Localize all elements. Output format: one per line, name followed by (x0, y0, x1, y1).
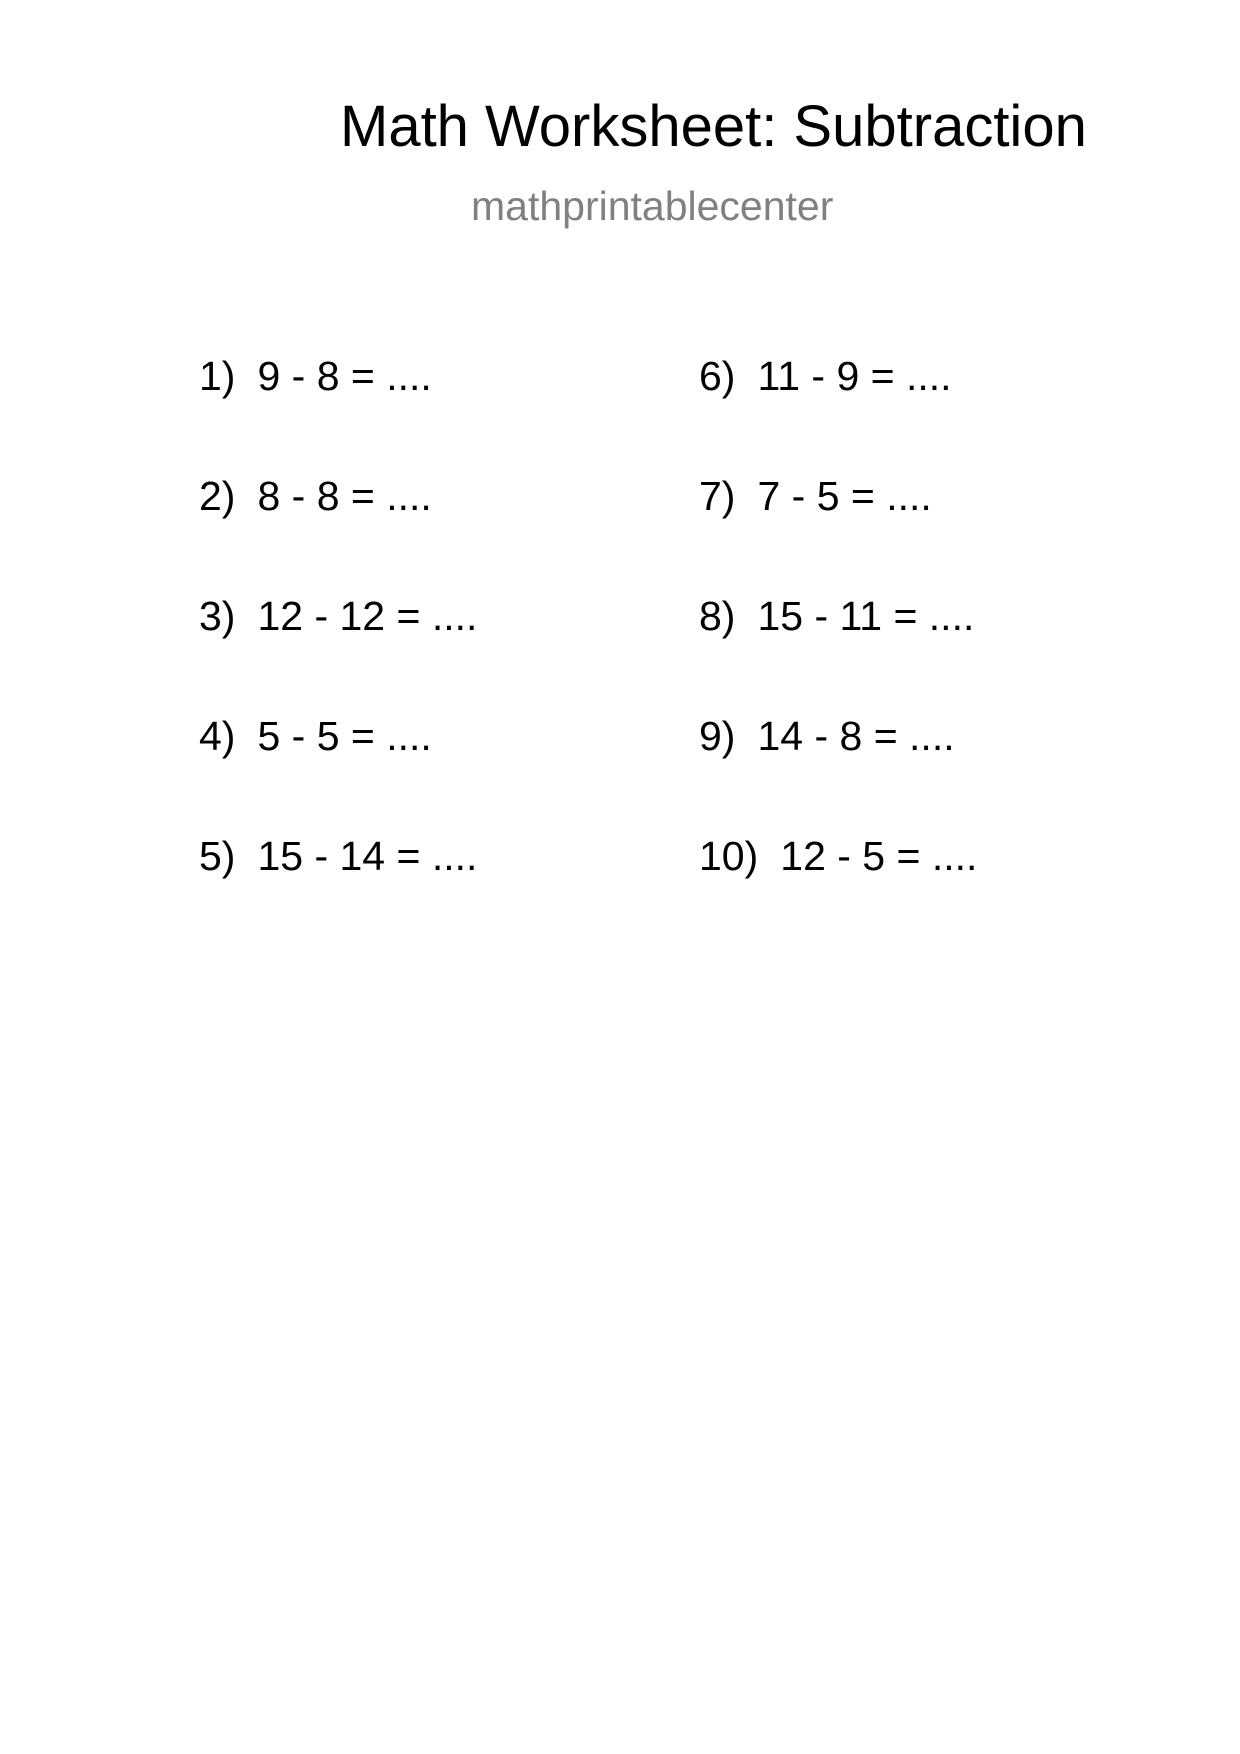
problems-left-column (199, 353, 478, 956)
problem-expression: 15 - 14 = .... (257, 833, 478, 879)
problem-expression: 12 - 5 = .... (780, 833, 978, 879)
problem-9 (699, 713, 977, 836)
problem-number: 5) (199, 833, 236, 879)
problem-2 (199, 473, 477, 596)
problem-8 (699, 593, 977, 716)
problem-5 (199, 833, 478, 956)
problem-expression: 7 - 5 = .... (757, 473, 932, 519)
problem-number: 7) (699, 473, 736, 519)
problem-number: 2) (199, 473, 236, 519)
problem-number: 4) (199, 713, 236, 759)
problem-expression: 9 - 8 = .... (257, 353, 432, 399)
problem-expression: 12 - 12 = .... (257, 593, 478, 639)
problem-number: 9) (699, 713, 736, 759)
problem-expression: 8 - 8 = .... (257, 473, 432, 519)
problem-number: 3) (199, 593, 236, 639)
problem-10 (699, 833, 978, 956)
problem-3 (199, 593, 478, 716)
problem-number: 8) (699, 593, 736, 639)
problem-1 (199, 353, 477, 476)
problem-expression: 14 - 8 = .... (757, 713, 955, 759)
problem-4 (199, 713, 477, 836)
problem-6 (699, 353, 977, 476)
problem-number: 6) (699, 353, 736, 399)
problem-number: 10) (699, 833, 759, 879)
problems-right-column (699, 353, 978, 956)
problem-expression: 11 - 9 = .... (757, 353, 952, 399)
page-title: Math Worksheet: Subtraction (340, 94, 1087, 159)
problem-expression: 15 - 11 = .... (757, 593, 975, 639)
page-subtitle: mathprintablecenter (471, 183, 834, 229)
problem-7 (699, 473, 977, 596)
problem-number: 1) (199, 353, 236, 399)
problem-expression: 5 - 5 = .... (257, 713, 432, 759)
